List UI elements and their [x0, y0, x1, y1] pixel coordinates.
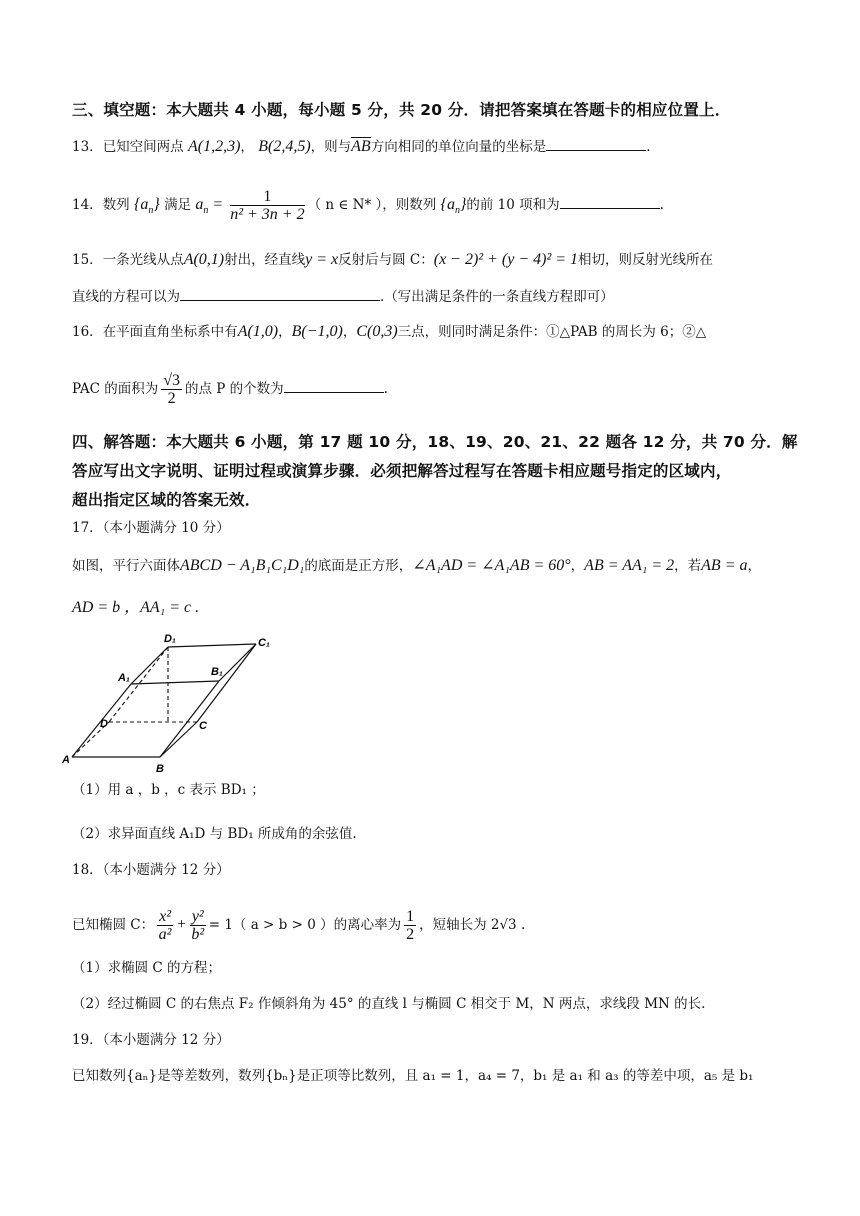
q15-text-2: 射出，经直线 [224, 252, 306, 268]
q18-text-2: = 1（ a > b > 0 ）的离心率为 [208, 917, 402, 933]
question-14 [72, 188, 792, 223]
q16-sep1: ， [278, 324, 292, 340]
question-16-line-1 [72, 322, 792, 342]
question-16-line-2 [72, 372, 792, 407]
q13-text-3: 方向相同的单位向量的坐标是 [370, 139, 547, 155]
section4-heading-1: 四、解答题：本大题共 6 小题，第 17 题 10 分，18、19、20、21、22 题各 12 分，共 70 分．解 [72, 433, 798, 451]
q14-sequence: $\{a_n\}$ [133, 196, 160, 217]
q14-end: . [659, 197, 664, 213]
q17-solid: ABCD − A₁B₁C₁D₁ [180, 557, 305, 574]
q14-frac-den: n² + 3n + 2 [230, 206, 305, 223]
q15-text-4: 相切，则反射光线所在 [578, 252, 714, 268]
q14-fraction [230, 188, 304, 223]
q16-frac-num: √3 [163, 372, 180, 389]
q18-title: 18．（本小题满分 12 分） [72, 862, 230, 878]
q14-frac-num: 1 [230, 188, 304, 206]
q18-frac-e-num: 1 [406, 908, 415, 925]
parallelepiped-figure [60, 628, 290, 778]
q16-number: 16． [72, 324, 103, 340]
section4-heading-2: 答应写出文字说明、证明过程或演算步骤．必须把解答过程写在答题卡相应题号指定的区域内， [72, 462, 732, 480]
q16-sep2: ， [342, 324, 357, 340]
q13-vector-ab: AB [351, 138, 371, 155]
q16-point-c: C(0,3) [356, 323, 398, 340]
q17-angles: ∠A₁AD = ∠A₁AB = 60° [412, 557, 571, 574]
q15-note: .（写出满足条件的一条直线方程即可） [380, 289, 614, 305]
q15-text: 一条光线从点 [102, 252, 184, 268]
question-15-line-1 [72, 250, 792, 270]
q18-frac-x [157, 908, 173, 943]
q18-part-1: （1）求椭圆 C 的方程； [72, 960, 222, 976]
q16-frac-den: 2 [167, 390, 176, 407]
q18-part-2: （2）经过椭圆 C 的右焦点 F₂ 作倾斜角为 45° 的直线 l 与椭圆 C 相交于 M，N 两点，求线段 MN 的长. [72, 996, 706, 1012]
q17-vector-a: AB = a [701, 557, 748, 574]
q17-lengths: AB = AA₁ = 2 [584, 557, 675, 574]
q14-number: 14． [72, 197, 103, 213]
q14-condition: （ n ∈ N* ），则数列 [307, 197, 437, 213]
q15-line-eq: y = x [305, 251, 339, 268]
q17-line-1 [72, 556, 792, 576]
q18-frac-e-den: 2 [406, 926, 415, 943]
section3-heading: 三、填空题：本大题共 4 小题，每小题 5 分，共 20 分．请把答案填在答题卡的相应位置上． [72, 101, 731, 119]
q13-end: . [646, 139, 651, 155]
q14-text: 数列 [102, 197, 130, 213]
q18-line-1 [72, 908, 792, 943]
question-13 [72, 136, 792, 157]
q17-text-2: 的底面是正方形， [304, 558, 413, 574]
q13-text: 已知空间两点 [102, 139, 184, 155]
label-b1: B₁ [211, 666, 223, 678]
q17-text-3: ，若 [674, 558, 702, 574]
q18-frac-e [404, 908, 416, 943]
q18-frac-y-den: b² [191, 926, 205, 943]
q18-frac-x-den: a² [158, 926, 172, 943]
q19-title: 19．（本小题满分 12 分） [72, 1032, 230, 1048]
q17-text: 如图，平行六面体 [72, 558, 180, 574]
q13-point-b: B(2,4,5) [258, 138, 311, 155]
q13-sep: ， [240, 139, 254, 155]
q16-text-3: 的点 P 的个数为 [185, 381, 284, 397]
q17-line-2: AD = b ，AA₁ = c . [72, 599, 200, 616]
q16-fraction [161, 372, 182, 407]
q17-part-1: （1）用 a ，b ，c 表示 BD₁ ； [72, 782, 265, 798]
section4-heading-3: 超出指定区域的答案无效． [72, 491, 261, 509]
q18-plus: + [176, 916, 187, 933]
q13-number: 13． [72, 139, 103, 155]
label-d: D [100, 718, 108, 730]
q16-end: . [383, 381, 388, 397]
q15-number: 15． [72, 252, 103, 268]
q18-text-3: ，短轴长为 2√3 . [419, 917, 526, 933]
q15-text-5: 直线的方程可以为 [72, 289, 180, 305]
q17-sep: ， [570, 558, 585, 574]
q14-lhs: $a_n$ = [195, 196, 228, 217]
label-a: A [62, 754, 70, 766]
question-15-line-2 [72, 286, 792, 307]
q17-part-2: （2）求异面直线 A₁D 与 BD₁ 所成角的余弦值. [72, 826, 357, 842]
q14-text-2: 满足 [164, 197, 192, 213]
label-b: B [156, 763, 164, 775]
q16-point-b: B(−1,0) [291, 323, 343, 340]
q13-answer-blank[interactable] [546, 136, 646, 151]
q19-line-1: 已知数列{aₙ}是等差数列，数列{bₙ}是正项等比数列，且 a₁ = 1，a₄ = 7，b₁ 是 a₁ 和 a₃ 的等差中项，a₅ 是 b₁ [72, 1068, 754, 1084]
q18-text: 已知椭圆 C： [72, 917, 155, 933]
q17-sep-2: ， [747, 558, 761, 574]
q13-point-a: A(1,2,3) [187, 138, 241, 155]
q15-answer-blank[interactable] [180, 286, 380, 301]
q13-text-2: ，则与 [310, 139, 352, 155]
q14-text-3: 的前 10 项和为 [466, 197, 560, 213]
q16-text: 在平面直角坐标系中有 [102, 324, 238, 340]
q16-answer-blank[interactable] [284, 378, 384, 393]
q15-text-3: 反射后与圆 C： [338, 252, 434, 268]
q18-frac-x-num: x² [159, 908, 172, 925]
q15-point-a: A(0,1) [183, 251, 225, 268]
q16-point-a: A(1,0) [237, 323, 279, 340]
q18-frac-y-num: y² [191, 908, 204, 925]
q16-conditions: 三点，则同时满足条件：①△PAB 的周长为 6；②△ [397, 324, 707, 340]
label-c1: C₁ [258, 637, 270, 649]
q15-circle-eq: (x − 2)² + (y − 4)² = 1 [433, 251, 579, 268]
label-d1: D₁ [164, 633, 176, 645]
label-c: C [199, 720, 207, 732]
q14-sequence-2: $\{a_n\}$ [440, 196, 467, 217]
q14-answer-blank[interactable] [560, 194, 660, 209]
q18-frac-y [190, 908, 206, 943]
label-a1: A₁ [118, 672, 130, 684]
q16-text-2: PAC 的面积为 [72, 381, 159, 397]
q17-title: 17．（本小题满分 10 分） [72, 520, 230, 536]
